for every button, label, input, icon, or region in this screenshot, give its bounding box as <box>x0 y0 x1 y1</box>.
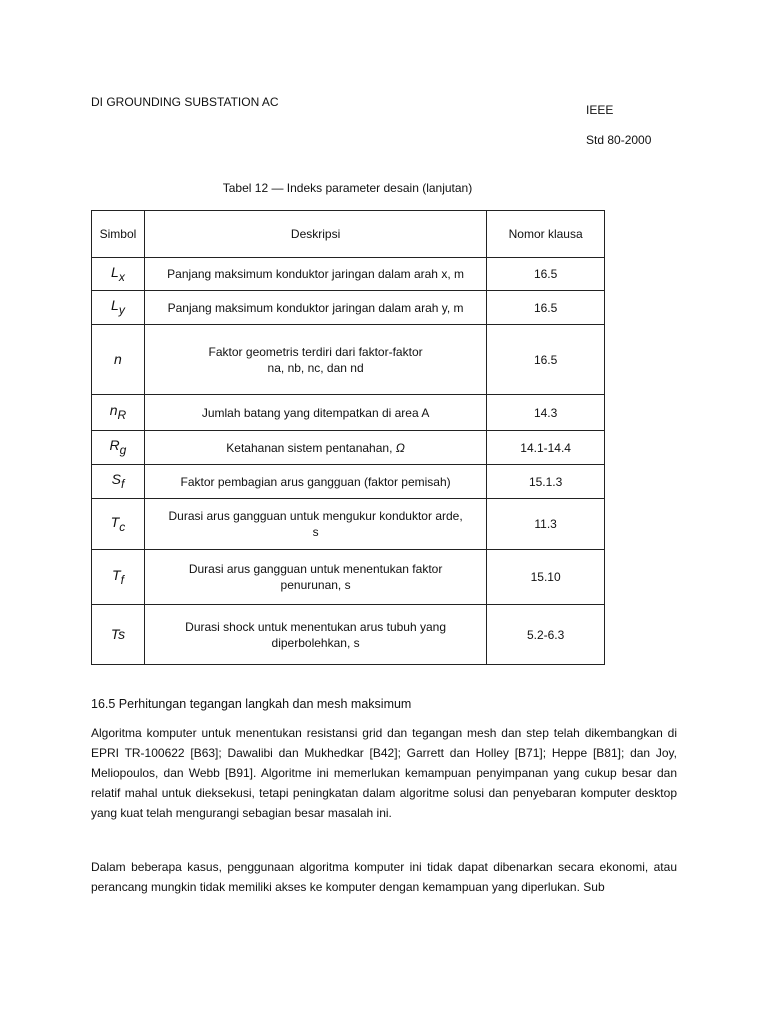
table-header-row <box>92 211 605 258</box>
table-row <box>92 325 605 395</box>
ohm-symbol: Ω <box>395 440 405 455</box>
description-cell: Durasi arus gangguan untuk mengukur konduktor arde, s <box>144 499 486 550</box>
description-cell: Panjang maksimum konduktor jaringan dalam arah y, m <box>144 291 486 325</box>
table-row <box>92 550 605 605</box>
description-cell: Jumlah batang yang ditempatkan di area A <box>144 395 486 431</box>
header-ieee: IEEE <box>586 103 614 117</box>
symbol-cell: $L_y$ <box>92 291 145 325</box>
section-title: 16.5 Perhitungan tegangan langkah dan mesh maksimum <box>91 697 412 711</box>
column-header-description: Deskripsi <box>144 211 486 258</box>
description-cell: Faktor pembagian arus gangguan (faktor pemisah) <box>144 465 486 499</box>
symbol-cell: $S_f$ <box>92 465 145 499</box>
symbol-cell: n <box>92 325 145 395</box>
symbol-cell: $T_f$ <box>92 550 145 605</box>
table-row <box>92 431 605 465</box>
clause-cell: 15.10 <box>487 550 605 605</box>
column-header-symbol: Simbol <box>92 211 145 258</box>
symbol-cell: Ts <box>92 605 145 665</box>
symbol-cell: $R_g$ <box>92 431 145 465</box>
header-right <box>586 95 651 155</box>
clause-cell: 5.2-6.3 <box>487 605 605 665</box>
clause-cell: 14.3 <box>487 395 605 431</box>
table-row <box>92 291 605 325</box>
symbol-cell: $n_R$ <box>92 395 145 431</box>
table-caption: Tabel 12 — Indeks parameter desain (lanjutan) <box>222 181 473 195</box>
header-std: Std 80-2000 <box>586 133 652 147</box>
paragraph: Dalam beberapa kasus, penggunaan algoritma komputer ini tidak dapat dibenarkan secara ekonomi, atau perancang mungkin tidak memiliki akses ke komputer dengan kemampuan yang diperlukan. Sub <box>91 860 677 894</box>
column-header-clause: Nomor klausa <box>487 211 605 258</box>
table-row <box>92 395 605 431</box>
clause-cell: 15.1.3 <box>487 465 605 499</box>
clause-cell: 16.5 <box>487 258 605 291</box>
description-cell: Durasi shock untuk menentukan arus tubuh yang diperbolehkan, s <box>144 605 486 665</box>
table-row <box>92 605 605 665</box>
description-cell: Ketahanan sistem pentanahan, Ω <box>144 431 486 465</box>
table-row <box>92 258 605 291</box>
description-cell: Panjang maksimum konduktor jaringan dalam arah x, m <box>144 258 486 291</box>
clause-cell: 14.1-14.4 <box>487 431 605 465</box>
symbol-cell: $T_c$ <box>92 499 145 550</box>
description-cell: Faktor geometris terdiri dari faktor-faktor na, nb, nc, dan nd <box>144 325 486 395</box>
clause-cell: 11.3 <box>487 499 605 550</box>
parameter-table <box>91 210 605 665</box>
header-left: DI GROUNDING SUBSTATION AC <box>91 95 279 109</box>
paragraph: Algoritma komputer untuk menentukan resistansi grid dan tegangan mesh dan step telah dikembangkan di EPRI TR-100622 [B63]; Dawalibi dan Mukhedkar [B42]; Garrett dan Holley [B71]; Heppe [B81]; dan Joy, Meliopoulos, dan Webb [B91]. Algoritme ini memerlukan kemampuan penyimpanan yang cukup besar dan relatif mahal untuk dieksekusi, tetapi peningkatan dalam algoritme solusi dan penyebaran komputer desktop yang kuat telah mengurangi sebagian besar masalah ini. <box>91 726 677 820</box>
description-cell: Durasi arus gangguan untuk menentukan faktor penurunan, s <box>144 550 486 605</box>
clause-cell: 16.5 <box>487 291 605 325</box>
clause-cell: 16.5 <box>487 325 605 395</box>
table-row <box>92 465 605 499</box>
table-row <box>92 499 605 550</box>
symbol-cell: $L_x$ <box>92 258 145 291</box>
